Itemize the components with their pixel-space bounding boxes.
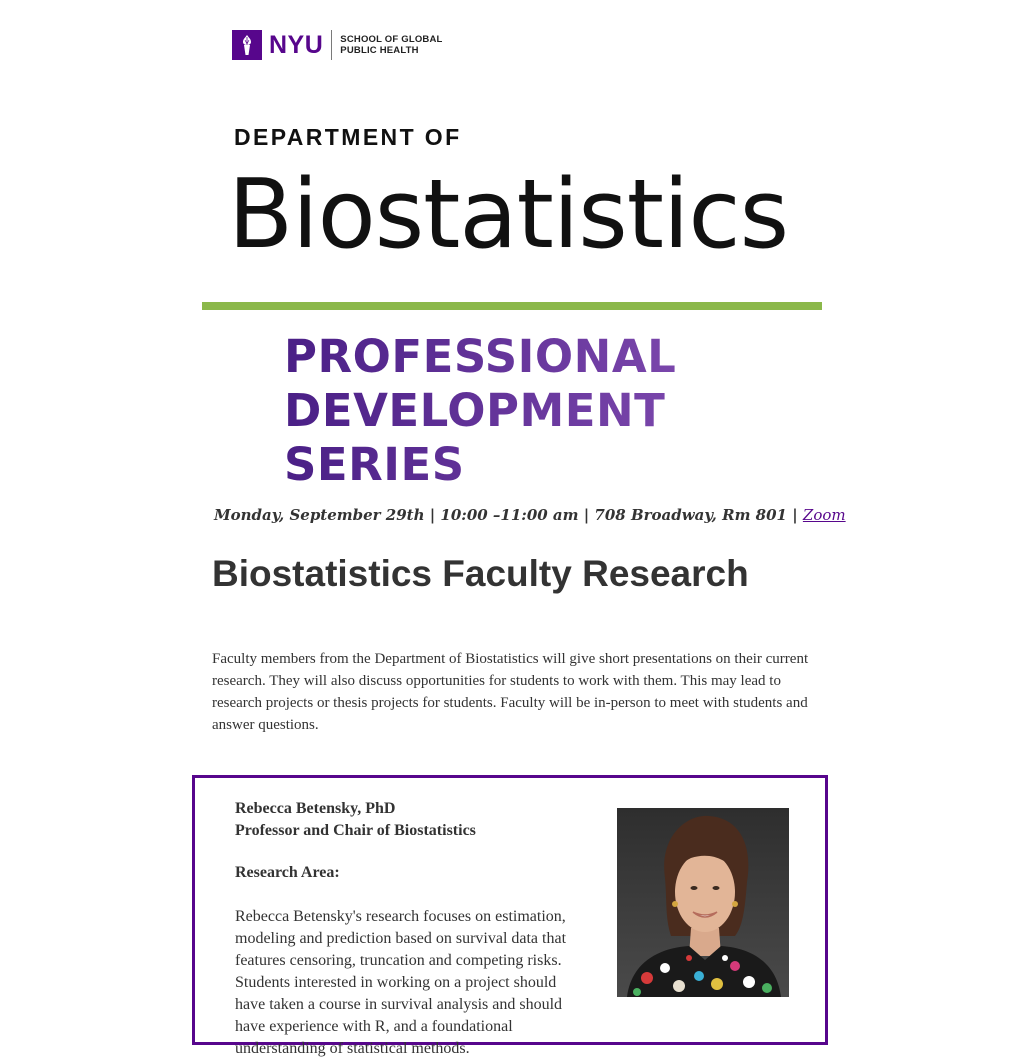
page-title: Biostatistics Faculty Research — [212, 553, 749, 594]
logo-divider — [331, 30, 332, 60]
department-name: Biostatistics — [228, 160, 789, 270]
intro-paragraph: Faculty members from the Department of Biostatistics will give short presentations on their current research. They will also discuss opportunities for students to work with them. This may lead to research projects or thesis projects for students. Faculty will be in-person to meet with students and answer questions. — [212, 651, 809, 733]
department-prefix: DEPARTMENT OF — [234, 124, 462, 150]
school-line-1: SCHOOL OF GLOBAL — [340, 34, 443, 45]
logo-school-name — [340, 34, 442, 56]
logo-nyu-text: NYU — [269, 31, 324, 59]
series-line-3: SERIES — [284, 438, 676, 492]
faculty-card — [192, 775, 828, 1057]
school-line-2: PUBLIC HEALTH — [340, 45, 419, 56]
zoom-link[interactable]: Zoom — [802, 506, 846, 524]
series-line-1: PROFESSIONAL — [284, 330, 677, 383]
torch-icon — [232, 30, 262, 60]
research-area-label: Research Area: — [235, 864, 340, 881]
series-line-2: DEVELOPMENT — [284, 384, 676, 438]
faculty-name: Rebecca Betensky, PhD — [235, 800, 396, 817]
nyu-logo — [232, 30, 443, 60]
research-description: Rebecca Betensky's research focuses on estimation, modeling and prediction based on survival data that features censoring, truncation and competing risks. Students interested in working on a project should have taken a course in survival analysis and should have experience with R, and a foundational understanding of statistical methods. — [235, 908, 567, 1057]
green-divider — [202, 302, 822, 310]
series-title — [284, 330, 676, 492]
event-details — [214, 506, 846, 524]
event-details-text: Monday, September 29th | 10:00 –11:00 am | 708 Broadway, Rm 801 | — [214, 506, 803, 524]
faculty-title: Professor and Chair of Biostatistics — [235, 822, 476, 839]
faculty-photo — [617, 808, 789, 997]
